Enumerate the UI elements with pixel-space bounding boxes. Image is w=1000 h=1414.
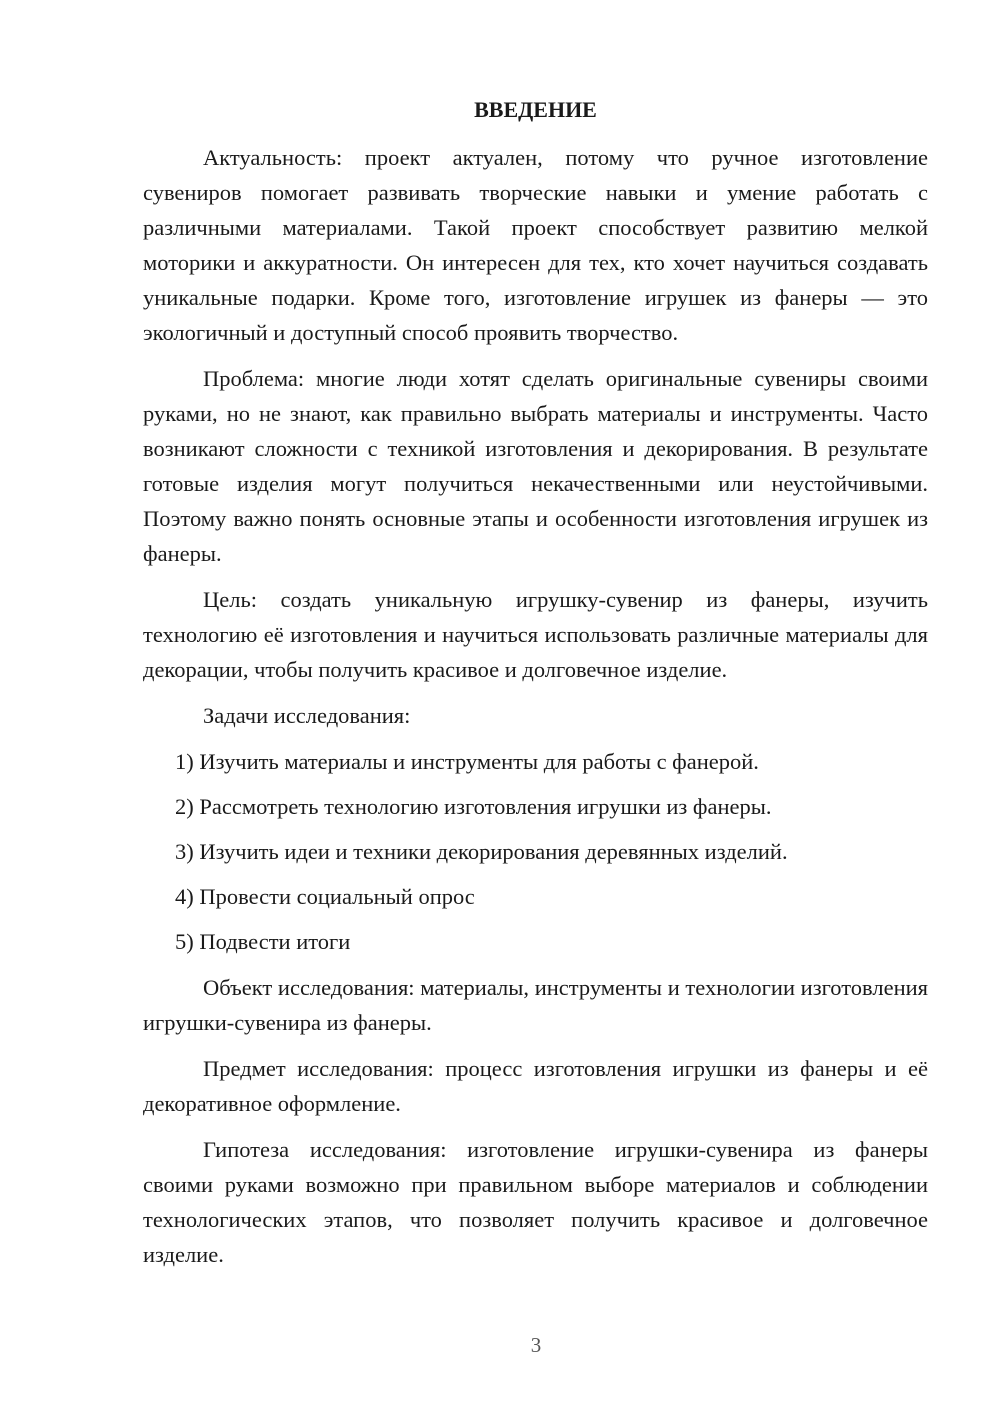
task-item-3: 3) Изучить идеи и техники декорирования деревянных изделий. <box>175 839 788 864</box>
goal-paragraph: Цель: создать уникальную игрушку-сувенир из фанеры, изучить технологию её изготовления и научиться использовать различные материалы для декорации, чтобы получить красивое и долговечное изделие. <box>143 587 928 682</box>
task-list <box>143 744 928 959</box>
object-paragraph: Объект исследования: материалы, инструменты и технологии изготовления игрушки-сувенира из фанеры. <box>143 975 928 1035</box>
subject-paragraph: Предмет исследования: процесс изготовления игрушки из фанеры и её декоративное оформление. <box>143 1056 928 1116</box>
problem-paragraph: Проблема: многие люди хотят сделать оригинальные сувениры своими руками, но не знают, как правильно выбрать материалы и инструменты. Часто возникают сложности с техникой изготовления и декорирования. В результате готовые изделия могут получиться некачественными или неустойчивыми. Поэтому важно понять основные этапы и особенности изготовления игрушек из фанеры. <box>143 366 928 566</box>
document-page <box>143 90 928 1283</box>
page-title: ВВЕДЕНИЕ <box>474 97 597 122</box>
hypothesis-paragraph: Гипотеза исследования: изготовление игрушки-сувенира из фанеры своими руками возможно при правильном выборе материалов и соблюдении технологических этапов, что позволяет получить красивое и долговечное изделие. <box>143 1137 928 1267</box>
task-item-1: 1) Изучить материалы и инструменты для работы с фанерой. <box>175 749 759 774</box>
task-item-4: 4) Провести социальный опрос <box>175 884 475 909</box>
task-item-5: 5) Подвести итоги <box>175 929 351 954</box>
task-item-2: 2) Рассмотреть технологию изготовления игрушки из фанеры. <box>175 794 772 819</box>
tasks-heading: Задачи исследования: <box>203 703 411 728</box>
relevance-paragraph: Актуальность: проект актуален, потому что ручное изготовление сувениров помогает развивать творческие навыки и умение работать с различными материалами. Такой проект способствует развитию мелкой моторики и аккуратности. Он интересен для тех, кто хочет научиться создавать уникальные подарки. Кроме того, изготовление игрушек из фанеры — это экологичный и доступный способ проявить творчество. <box>143 145 928 345</box>
page-number: 3 <box>530 1333 542 1357</box>
